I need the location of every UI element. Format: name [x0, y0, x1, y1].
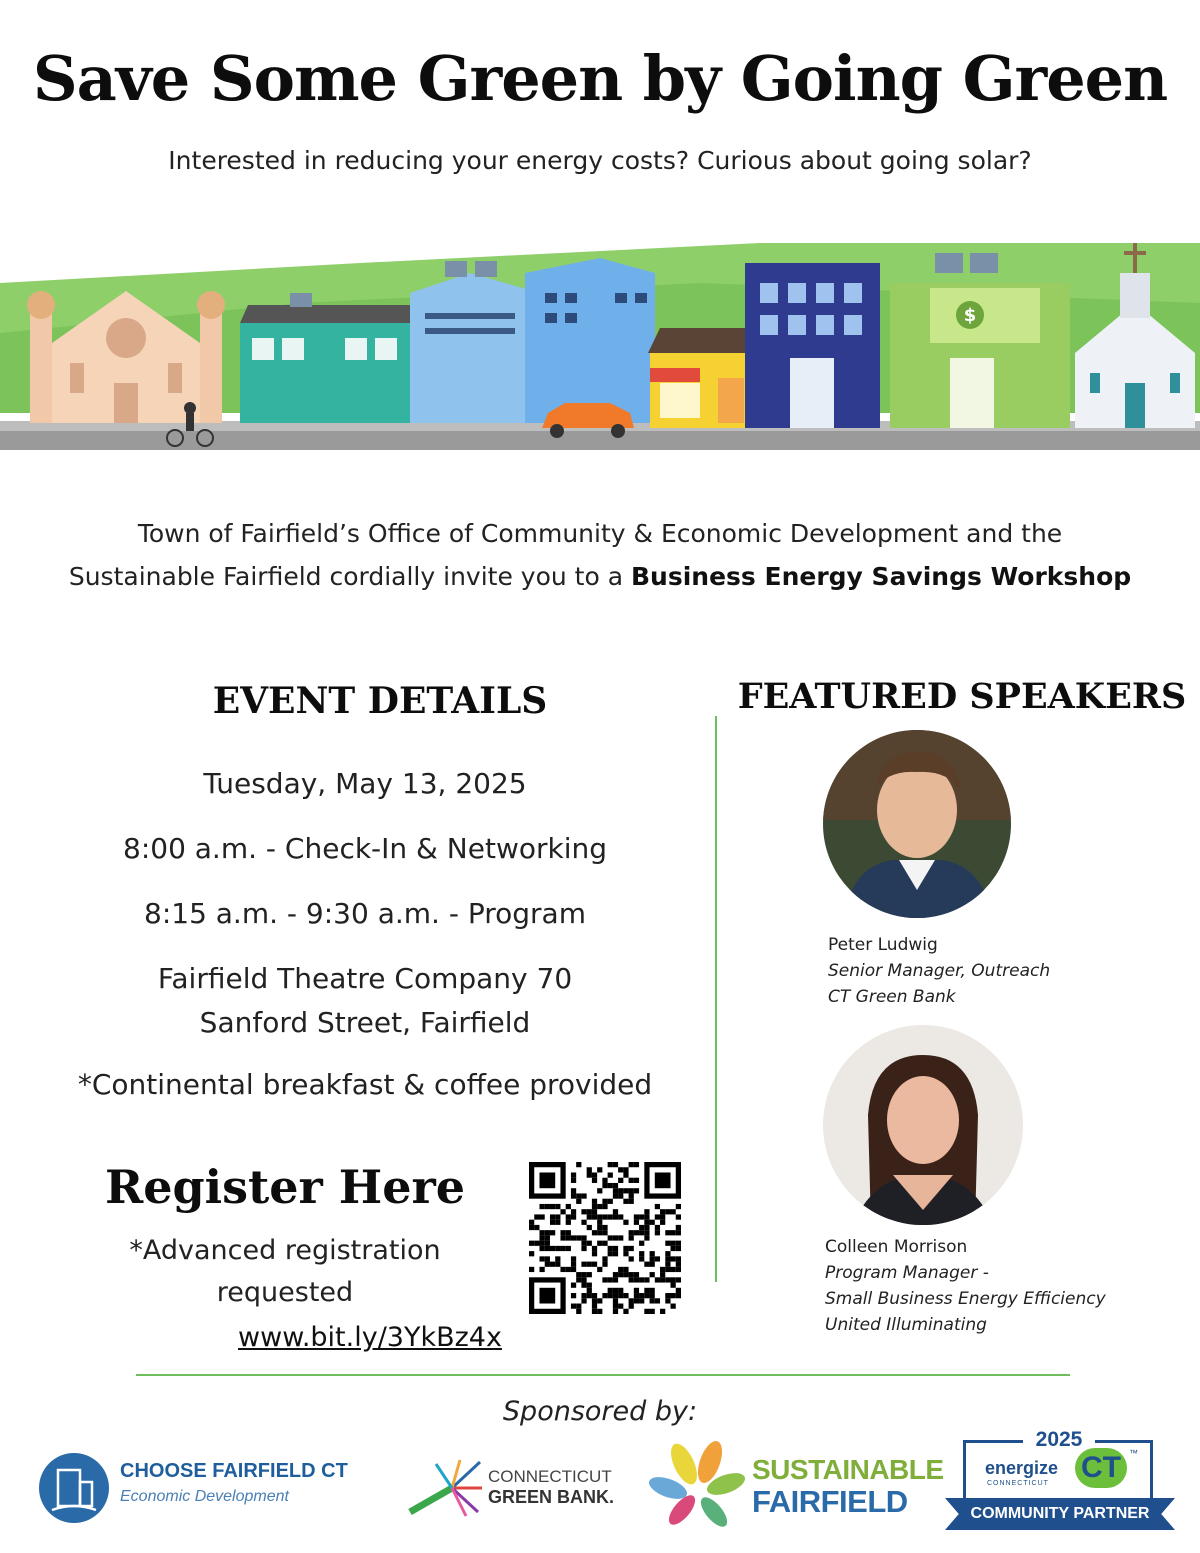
qr-code-icon[interactable] — [528, 1162, 682, 1314]
sustainable-line-1: SUSTAINABLE — [752, 1454, 944, 1485]
green-bank-line-2: GREEN BANK. — [488, 1487, 615, 1507]
speaker-org: United Illuminating — [825, 1315, 987, 1335]
teal-house-building — [240, 293, 420, 423]
speaker-role: Senior Manager, Outreach — [828, 961, 1051, 981]
sustainable-fairfield-logo — [648, 1440, 944, 1530]
registration-link[interactable]: www.bit.ly/3YkBz4x — [238, 1322, 502, 1353]
solar-panel-icon — [935, 253, 963, 273]
workshop-name: Business Energy Savings Workshop — [630, 562, 1132, 591]
speaker-photo-colleen-morrison — [823, 1025, 1023, 1225]
starburst-icon — [408, 1458, 484, 1518]
energize-year: 2025 — [1023, 1428, 1095, 1454]
event-details-heading: EVENT DETAILS — [212, 680, 548, 722]
energize-ct-logo — [945, 1428, 1175, 1540]
invitation-line-2-text: Sustainable Fairfield cordially invite you to a — [68, 562, 631, 591]
registration-note-line-2: requested — [216, 1277, 354, 1308]
speaker-name: Peter Ludwig — [828, 935, 938, 955]
event-date: Tuesday, May 13, 2025 — [203, 767, 527, 800]
energize-ct-mark: CT — [1075, 1448, 1127, 1488]
blue-office-buildings — [410, 258, 655, 423]
navy-office-building — [745, 263, 880, 428]
building-icon — [38, 1452, 110, 1524]
page-subtitle: Interested in reducing your energy costs? Curious about going solar? — [168, 146, 1032, 175]
event-checkin-time: 8:00 a.m. - Check-In & Networking — [123, 832, 607, 865]
speaker-card-peter-ludwig — [828, 932, 1050, 1010]
energize-word: energize — [985, 1458, 1059, 1478]
energize-sub: CONNECTICUT — [987, 1480, 1049, 1487]
choose-fairfield-name: CHOOSE FAIRFIELD CT — [120, 1460, 348, 1482]
energize-badge-text: COMMUNITY PARTNER — [970, 1505, 1150, 1522]
solar-panel-icon — [475, 261, 497, 277]
dollar-sign-icon: $ — [963, 305, 977, 326]
sponsored-by-label: Sponsored by: — [502, 1396, 698, 1427]
invitation-line-2 — [0, 555, 1200, 598]
registration-note — [90, 1230, 480, 1314]
solar-panel-icon — [970, 253, 998, 273]
speaker-role-2: Small Business Energy Efficiency — [825, 1289, 1106, 1309]
event-program-time: 8:15 a.m. - 9:30 a.m. - Program — [144, 897, 586, 930]
sustainable-line-2: FAIRFIELD — [752, 1484, 908, 1519]
town-banner-illustration — [0, 243, 1200, 450]
choose-fairfield-logo — [38, 1452, 388, 1524]
registration-note-line-1: *Advanced registration — [129, 1235, 441, 1266]
invitation-line-1: Town of Fairfield’s Office of Community & Economic Development and the — [137, 519, 1063, 548]
event-venue-line-2: Sanford Street, Fairfield — [199, 1006, 531, 1039]
column-divider — [715, 716, 717, 1282]
event-food-note: *Continental breakfast & coffee provided — [77, 1068, 653, 1101]
solar-panel-icon — [290, 293, 312, 307]
cross-icon — [1133, 243, 1137, 273]
green-bank-line-1: CONNECTICUT — [488, 1467, 612, 1486]
green-bank-logo — [408, 1458, 633, 1518]
event-venue-line-1: Fairfield Theatre Company 70 — [157, 962, 573, 995]
energize-trademark: ™ — [1129, 1448, 1138, 1458]
solar-panel-icon — [445, 261, 467, 277]
invitation-text — [0, 512, 1200, 598]
speaker-role: Program Manager - — [825, 1263, 989, 1283]
yellow-shop-building — [648, 328, 755, 428]
choose-fairfield-sub: Economic Development — [120, 1488, 289, 1505]
speaker-card-colleen-morrison — [825, 1234, 1106, 1338]
leaf-flower-icon — [648, 1440, 748, 1530]
speaker-org: CT Green Bank — [828, 987, 956, 1007]
sponsor-divider — [136, 1374, 1070, 1376]
speaker-name: Colleen Morrison — [825, 1237, 968, 1257]
register-heading: Register Here — [104, 1160, 466, 1214]
page-title: Save Some Green by Going Green — [32, 42, 1168, 115]
event-venue — [40, 957, 690, 1045]
featured-speakers-heading: FEATURED SPEAKERS — [737, 676, 1187, 717]
speaker-photo-peter-ludwig — [823, 730, 1011, 918]
